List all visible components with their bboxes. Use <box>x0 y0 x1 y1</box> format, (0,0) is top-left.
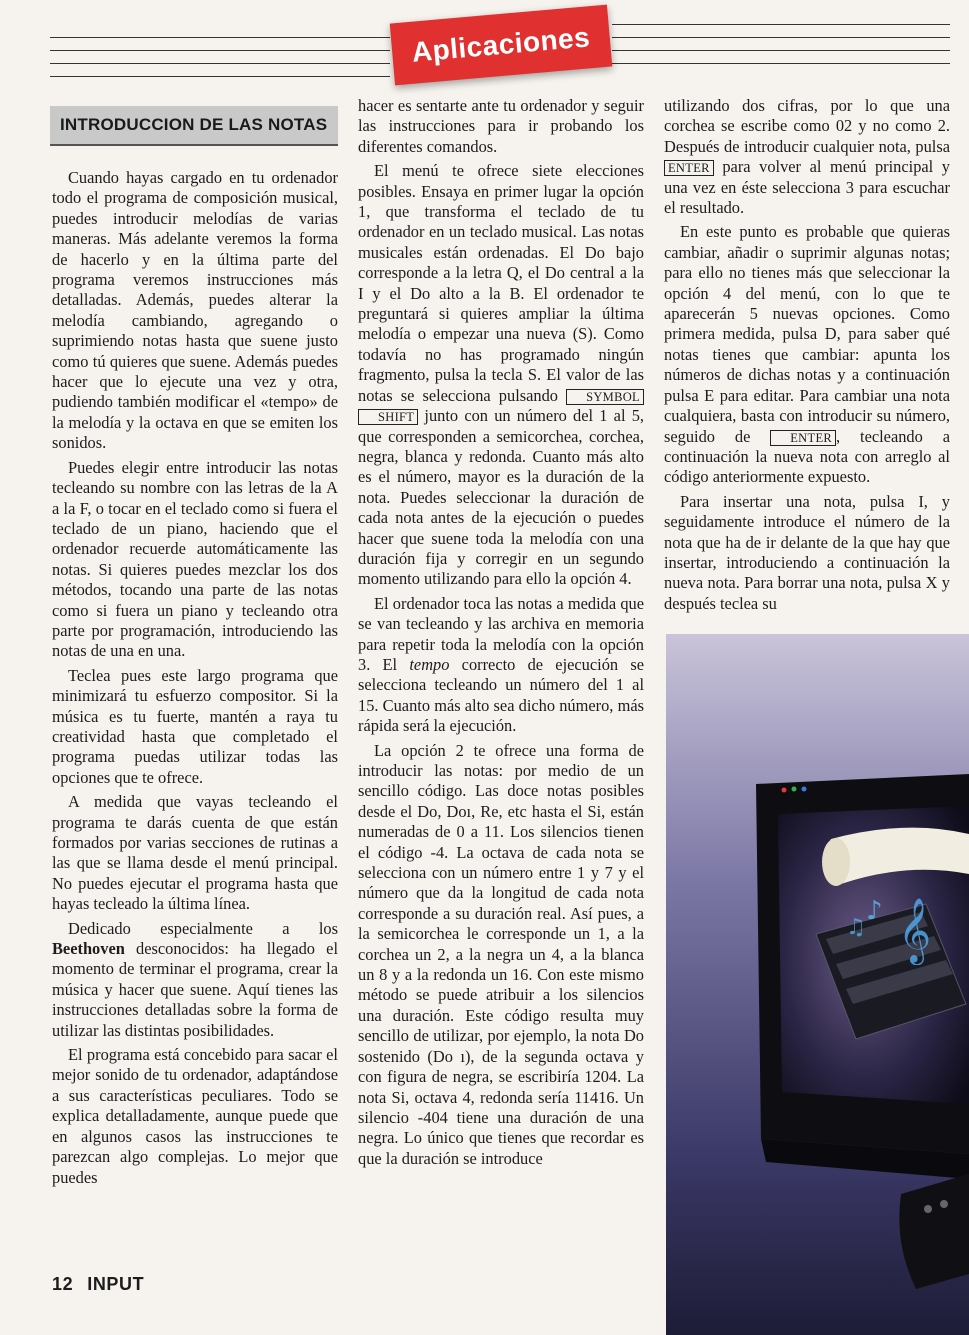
header-rule <box>50 76 390 77</box>
bold-term: Beethoven <box>52 939 125 959</box>
music-note-icon: ♫ <box>846 915 866 940</box>
article-title: INTRODUCCION DE LAS NOTAS <box>60 115 328 134</box>
paragraph: A medida que vayas tecleando el programa te darás cuenta de que están formados por varias secciones de rutinas a las que se llama desde el menú principal. No puedes ejecutar el programa hasta que hayas tecleado la última línea. <box>52 792 338 914</box>
remote-button <box>924 1205 932 1213</box>
paragraph: El programa está concebido para sacar el mejor sonido de tu ordenador, adaptándose a sus características peculiares. Todo se explica detalladamente, aunque puede que en algunos casos las instrucciones te parezcan algo complejas. Lo mejor que puedes <box>52 1045 338 1187</box>
header-rule <box>50 63 390 64</box>
paragraph: La opción 2 te ofrece una forma de introducir las notas: por medio de un sencillo código. Las doce notas posibles desde el Do, Doı, Re, etc hasta el Si, están numeradas de 0 a 11. Los silencios tienen el código -4. La octava de cada nota se selecciona con un número entre 1 y 7 y el número que da la longitud de cada nota corresponde a su duración real. Así pues, a la semicorchea le corresponde un 1, a la corchea un 2, a la negra un 4, a la blanca un 8 y a la redonda un 16. Con este mismo método se puede atribuir a los silencios una duración. Este código resulta muy sencillo de utilizar, por ejemplo, la nota Do sostenido (Do ı), de la segunda octava y con figura de negra, se escribiría 1204. La nota Si, octava 4, redonda sería 11416. Un silencio -404 tiene una duración de una negra. Lo único que tienes que recordar es que la duración se introduce <box>358 740 644 1168</box>
paragraph: Dedicado especialmente a los Beethoven desconocidos: ha llegado el momento de terminar el programa, crear la música y hacer que suene. Aquí tienes las instrucciones detalladas sobre la forma de utilizar las distintas posibilidades. <box>52 918 338 1040</box>
led-blue <box>802 787 807 792</box>
key-enter: ENTER <box>770 430 836 446</box>
led-green <box>792 787 797 792</box>
magazine-name: INPUT <box>87 1274 145 1294</box>
header-rule <box>612 63 950 64</box>
header-rule <box>50 50 390 51</box>
header-rule <box>612 37 950 38</box>
section-label: Aplicaciones <box>410 21 592 68</box>
photo-illustration <box>666 634 969 1335</box>
header-rule <box>612 50 950 51</box>
key-symbol: SYMBOL <box>566 389 644 405</box>
header-rule <box>50 37 390 38</box>
paragraph: Para insertar una nota, pulsa I, y seguidamente introduce el número de la nota que ha de ir delante de la que hay que insertar, introduciendo a continuación la nueva nota. Para borrar una nota, pulsa X y después teclea su <box>664 491 950 613</box>
key-label: S <box>527 365 537 385</box>
led-red <box>782 788 787 793</box>
treble-clef-icon: 𝄞 <box>898 898 932 963</box>
music-note-icon: ♪ <box>866 896 883 926</box>
scroll-roll <box>822 838 850 886</box>
key-enter: ENTER <box>664 160 714 176</box>
section-badge <box>390 5 613 86</box>
paragraph: utilizando dos cifras, por lo que una corchea se escribe como 02 y no como 2. Después de introducir cualquier nota, pulsa ENTER para volver al menú principal y una vez en éste selecciona 3 para escuchar el resultado. <box>664 96 950 218</box>
paragraph: El menú te ofrece siete elecciones posibles. Ensaya en primer lugar la opción 1, que transforma el teclado de tu ordenador en un teclado musical. Las notas musicales están ordenadas. El Do bajo corresponde a la letra Q, el Do central a la I y el Do alto a la B. El ordenador te preguntará si quieres ampliar la última melodía o empezar una nueva (S). Como todavía no has programado ningún fragmento, pulsa la tecla S. El valor de las notas se selecciona pulsando SYMBOL SHIFT junto con un número del 1 al 5, que corresponden a semicorchea, corchea, negra, blanca y redonda. Cuanto más alto es el número, mayor es la duración de la nota. Puedes seleccionar la duración de cada nota antes de la ejecución o puedes hacer que suene toda la melodía con una duración fija y corregir en un segundo momento utilizando para ello la opción 4. <box>358 161 644 589</box>
text-column-3 <box>664 96 950 618</box>
paragraph: Puedes elegir entre introducir las notas tecleando su nombre con las letras de la A a la F, o tocar en el teclado como si fuera el teclado de un piano, haciendo que el ordenador recuerde automáticamente las notas. Si quieres puedes mezclar los dos métodos, tocando una parte de las notas como si fuera un piano y tecleando otra parte por programación, introduciendo las notas de una en una. <box>52 457 338 661</box>
page-number: 12 <box>52 1274 74 1294</box>
text-column-1 <box>52 168 338 1192</box>
paragraph: El ordenador toca las notas a medida que se van tecleando y las archiva en memoria para repetir toda la melodía con la opción 3. El tempo correcto de ejecución se selecciona tecleando un número del 1 al 15. Cuanto más alto sea dicho número, más rápida será la ejecución. <box>358 593 644 736</box>
header-rule <box>612 24 950 25</box>
key-shift: SHIFT <box>358 409 418 425</box>
paragraph: En este punto es probable que quieras cambiar, añadir o suprimir algunas notas; para ello no tienes más que seleccionar la opción 4 del menú, con lo que te aparecerán 5 nuevas opciones. Como primera medida, pulsa D, para saber qué notas tienes que cambiar: apunta los números de dichas notas y a continuación pulsa E para editar. Para cambiar una nota cualquiera, basta con introducir su número, seguido de ENTER , tecleando a continuación la nueva nota con arreglo al código anteriormente expuesto. <box>664 222 950 487</box>
article-heading-box <box>50 106 338 146</box>
page-footer <box>52 1274 144 1295</box>
italic-term: tempo <box>409 654 450 674</box>
paragraph: Cuando hayas cargado en tu ordenador todo el programa de composición musical, puedes introducir melodías de varias maneras. Más adelante veremos la forma de hacerlo y en la última parte del programa veremos instrucciones más detalladas. Además, puedes alterar la melodía cambiando, agregando o suprimiendo notas hasta que suene justo como tú quieres que suene. Además puedes hacer que lo ejecute una vez y otra, pudiendo también modificar el «tempo» de la melodía y la octava en que se emiten los sonidos. <box>52 168 338 453</box>
paragraph: Teclea pues este largo programa que minimizará tu esfuerzo compositor. Si la música es tu fuerte, mantén a raya tu creatividad hasta que completado el programa puedas utilizar todas las opciones que te ofrece. <box>52 665 338 787</box>
text-column-2 <box>358 96 644 1173</box>
photo-computer-music <box>666 634 969 1335</box>
remote-button <box>940 1200 948 1208</box>
paragraph: hacer es sentarte ante tu ordenador y seguir las instrucciones para ir probando los diferentes comandos. <box>358 96 644 156</box>
